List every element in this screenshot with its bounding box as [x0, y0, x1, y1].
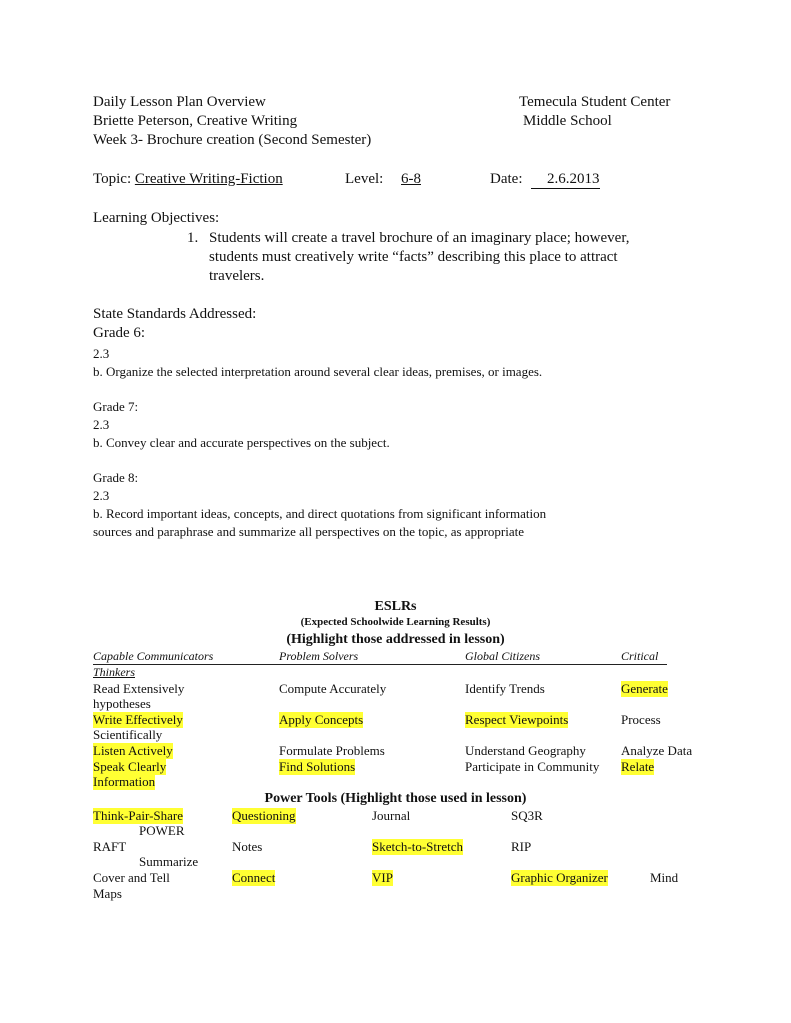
eslr-write-effectively: Write Effectively: [93, 712, 183, 727]
eslr-header-thinkers: Thinkers: [93, 665, 135, 679]
objective-number: 1.: [187, 230, 199, 246]
objective-line-2: students must creatively write “facts” describing this place to attract: [209, 249, 618, 265]
eslr-understand-geography: Understand Geography: [465, 743, 586, 758]
eslrs-subtitle: (Expected Schoolwide Learning Results): [300, 616, 491, 628]
grade7-text: b. Convey clear and accurate perspectives on the subject.: [93, 435, 390, 450]
date-value: 2.6.2013: [547, 171, 600, 187]
power-tools-title: Power Tools (Highlight those used in lesson): [264, 791, 527, 806]
tool-rip: RIP: [511, 839, 532, 854]
eslr-apply-concepts: Apply Concepts: [279, 712, 364, 727]
eslr-generate: Generate: [621, 681, 668, 696]
tool-vip: VIP: [372, 870, 393, 885]
eslr-listen-actively: Listen Actively: [93, 743, 173, 758]
objective-line-1: Students will create a travel brochure of an imaginary place; however,: [209, 230, 630, 246]
eslr-compute-accurately: Compute Accurately: [279, 681, 387, 696]
grade6-label: Grade 6:: [93, 325, 146, 341]
date-value-field: [531, 171, 600, 189]
eslr-formulate-problems: Formulate Problems: [279, 743, 385, 758]
eslr-header-communicators: Capable Communicators: [93, 649, 214, 663]
grade8-text-line-2: sources and paraphrase and summarize all perspectives on the topic, as appropriate: [93, 524, 524, 539]
tool-sketch-to-stretch: Sketch-to-Stretch: [372, 839, 463, 854]
tool-raft: RAFT: [93, 839, 127, 854]
topic-field: [93, 171, 283, 188]
tool-sq3r: SQ3R: [511, 808, 543, 823]
objectives-heading: Learning Objectives:: [93, 210, 220, 226]
topic-label: Topic:: [93, 171, 135, 187]
topic-value: Creative Writing-Fiction: [134, 171, 283, 187]
date-label: Date:: [490, 171, 523, 187]
header-school: Temecula Student Center: [519, 94, 671, 110]
tool-think-pair-share: Think-Pair-Share: [93, 808, 183, 823]
objective-line-3: travelers.: [209, 268, 265, 284]
standards-heading: State Standards Addressed:: [93, 306, 257, 322]
grade8-code: 2.3: [93, 488, 110, 503]
tool-maps: Maps: [93, 886, 122, 901]
eslr-analyze-data: Analyze Data: [621, 743, 693, 758]
tool-journal: Journal: [372, 808, 411, 823]
eslr-header-critical: Critical: [621, 649, 659, 663]
eslr-header-problem-solvers: Problem Solvers: [279, 649, 359, 663]
tool-summarize: Summarize: [139, 854, 199, 869]
level-label: Level:: [345, 171, 384, 187]
tool-graphic-organizer: Graphic Organizer: [511, 870, 608, 885]
eslr-process: Process: [621, 712, 661, 727]
eslrs-instruction: (Highlight those addressed in lesson): [286, 632, 505, 647]
eslr-identify-trends: Identify Trends: [465, 681, 545, 696]
tool-mind: Mind: [650, 870, 679, 885]
grade6-code: 2.3: [93, 346, 110, 361]
eslrs-title: ESLRs: [374, 599, 417, 614]
eslr-speak-clearly: Speak Clearly: [93, 759, 167, 774]
tool-notes: Notes: [232, 839, 263, 854]
eslr-header-global-citizens: Global Citizens: [465, 649, 541, 663]
eslr-information: Information: [93, 774, 156, 789]
header-title: Daily Lesson Plan Overview: [93, 94, 266, 110]
tool-questioning: Questioning: [232, 808, 296, 823]
grade8-text-line-1: b. Record important ideas, concepts, and direct quotations from significant information: [93, 506, 547, 521]
eslr-hypotheses: hypotheses: [93, 696, 151, 711]
tool-power: POWER: [139, 823, 185, 838]
grade7-label: Grade 7:: [93, 399, 139, 414]
eslr-header-rule: [93, 664, 667, 665]
eslr-relate: Relate: [621, 759, 655, 774]
tool-cover-and-tell: Cover and Tell: [93, 870, 170, 885]
grade8-label: Grade 8:: [93, 470, 139, 485]
tool-connect: Connect: [232, 870, 276, 885]
eslr-participate-in-community: Participate in Community: [465, 759, 600, 774]
grade6-text: b. Organize the selected interpretation around several clear ideas, premises, or images.: [93, 364, 543, 379]
header-author: Briette Peterson, Creative Writing: [93, 113, 298, 129]
grade7-code: 2.3: [93, 417, 110, 432]
eslr-find-solutions: Find Solutions: [279, 759, 356, 774]
header-week: Week 3- Brochure creation (Second Semester): [93, 132, 372, 148]
header-school-level: Middle School: [523, 113, 612, 129]
level-value: 6-8: [401, 171, 421, 187]
eslr-scientifically: Scientifically: [93, 727, 163, 742]
eslr-read-extensively: Read Extensively: [93, 681, 185, 696]
eslr-respect-viewpoints: Respect Viewpoints: [465, 712, 569, 727]
